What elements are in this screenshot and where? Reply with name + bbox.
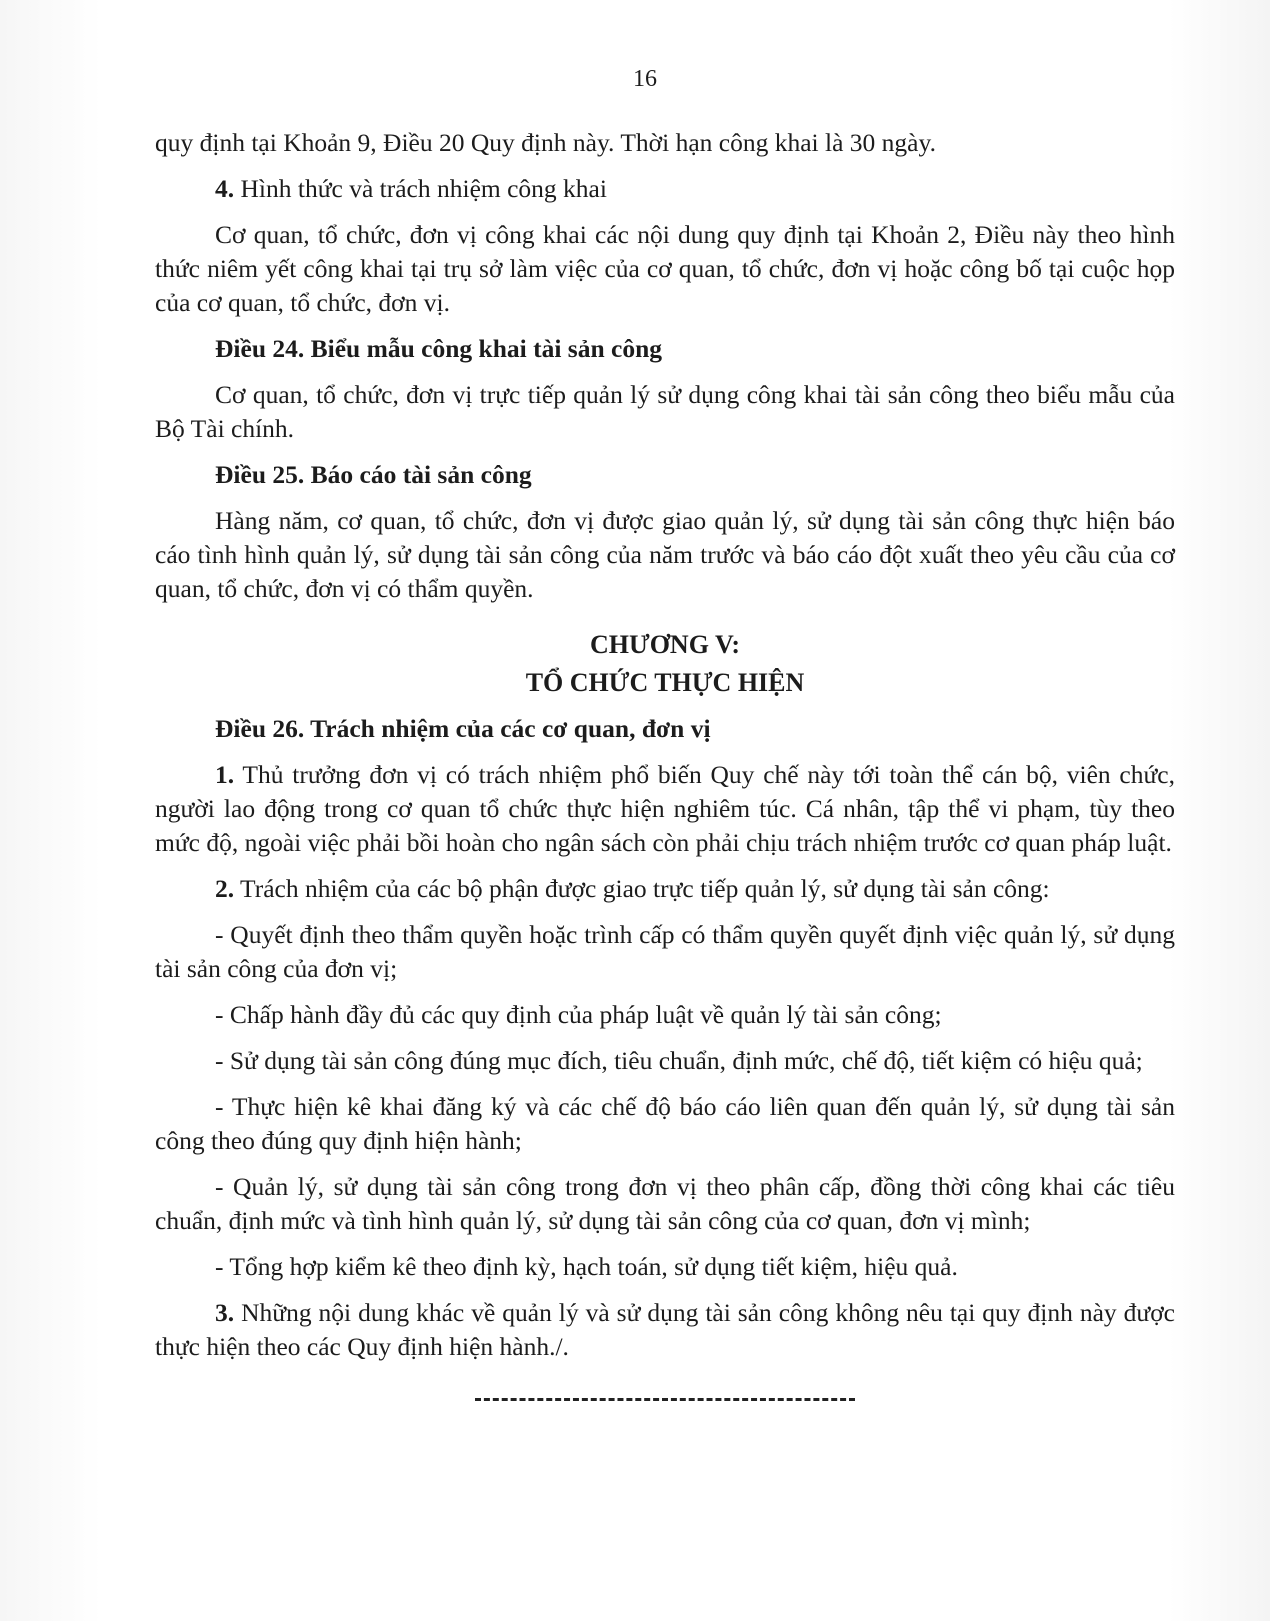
paragraph: Cơ quan, tổ chức, đơn vị công khai các nội dung quy định tại Khoản 2, Điều này theo hình thức niêm yết công khai tại trụ sở làm việc của cơ quan, tổ chức, đơn vị hoặc công bố tại cuộc họp của cơ quan, tổ chức, đơn vị. — [155, 220, 1175, 317]
article-26-heading: Điều 26. Trách nhiệm của các cơ quan, đơn vị — [215, 714, 711, 743]
document-body — [155, 126, 1175, 1401]
chapter-title: TỔ CHỨC THỰC HIỆN — [525, 668, 805, 697]
article-26-item-1 — [155, 758, 1175, 860]
item-number: 1. — [215, 760, 235, 789]
item-text: Những nội dung khác về quản lý và sử dụng tài sản công không nêu tại quy định này được thực hiện theo các Quy định hiện hành./. — [155, 1298, 1175, 1361]
item-4 — [155, 172, 1175, 206]
article-26-item-3 — [155, 1296, 1175, 1364]
bullet-item: - Quyết định theo thẩm quyền hoặc trình cấp có thẩm quyền quyết định việc quản lý, sử dụng tài sản công của đơn vị; — [155, 920, 1175, 983]
bullet-item: - Quản lý, sử dụng tài sản công trong đơn vị theo phân cấp, đồng thời công khai các tiêu chuẩn, định mức và tình hình quản lý, sử dụng tài sản công của cơ quan, đơn vị mình; — [155, 1172, 1175, 1235]
article-24-heading: Điều 24. Biểu mẫu công khai tài sản công — [215, 334, 663, 363]
article-26-item-2 — [155, 872, 1175, 906]
chapter-label: CHƯƠNG V: — [590, 630, 740, 659]
paragraph: Hàng năm, cơ quan, tổ chức, đơn vị được giao quản lý, sử dụng tài sản công thực hiện báo cáo tình hình quản lý, sử dụng tài sản công của năm trước và báo cáo đột xuất theo yêu cầu của cơ quan, tổ chức, đơn vị có thẩm quyền. — [155, 506, 1175, 603]
page-number: 16 — [633, 66, 657, 92]
bullet-item: - Chấp hành đầy đủ các quy định của pháp luật về quản lý tài sản công; — [215, 1000, 942, 1029]
item-text: Hình thức và trách nhiệm công khai — [234, 174, 607, 203]
item-text: Thủ trưởng đơn vị có trách nhiệm phổ biến Quy chế này tới toàn thể cán bộ, viên chức, người lao động trong cơ quan tổ chức thực hiện nghiêm túc. Cá nhân, tập thể vi phạm, tùy theo mức độ, ngoài việc phải bồi hoàn cho ngân sách còn phải chịu trách nhiệm trước cơ quan pháp luật. — [155, 760, 1175, 857]
item-number: 4. — [215, 174, 235, 203]
paragraph: Cơ quan, tổ chức, đơn vị trực tiếp quản lý sử dụng công khai tài sản công theo biểu mẫu của Bộ Tài chính. — [155, 380, 1175, 443]
item-text: Trách nhiệm của các bộ phận được giao trực tiếp quản lý, sử dụng tài sản công: — [234, 874, 1050, 903]
item-number: 3. — [215, 1298, 235, 1327]
bullet-item: - Sử dụng tài sản công đúng mục đích, tiêu chuẩn, định mức, chế độ, tiết kiệm có hiệu quả; — [215, 1046, 1143, 1075]
article-25-heading: Điều 25. Báo cáo tài sản công — [215, 460, 532, 489]
bullet-item: - Thực hiện kê khai đăng ký và các chế độ báo cáo liên quan đến quản lý, sử dụng tài sản công theo đúng quy định hiện hành; — [155, 1092, 1175, 1155]
end-divider — [475, 1398, 855, 1401]
item-number: 2. — [215, 874, 235, 903]
bullet-item: - Tổng hợp kiểm kê theo định kỳ, hạch toán, sử dụng tiết kiệm, hiệu quả. — [215, 1252, 958, 1281]
paragraph: quy định tại Khoản 9, Điều 20 Quy định này. Thời hạn công khai là 30 ngày. — [155, 128, 936, 157]
